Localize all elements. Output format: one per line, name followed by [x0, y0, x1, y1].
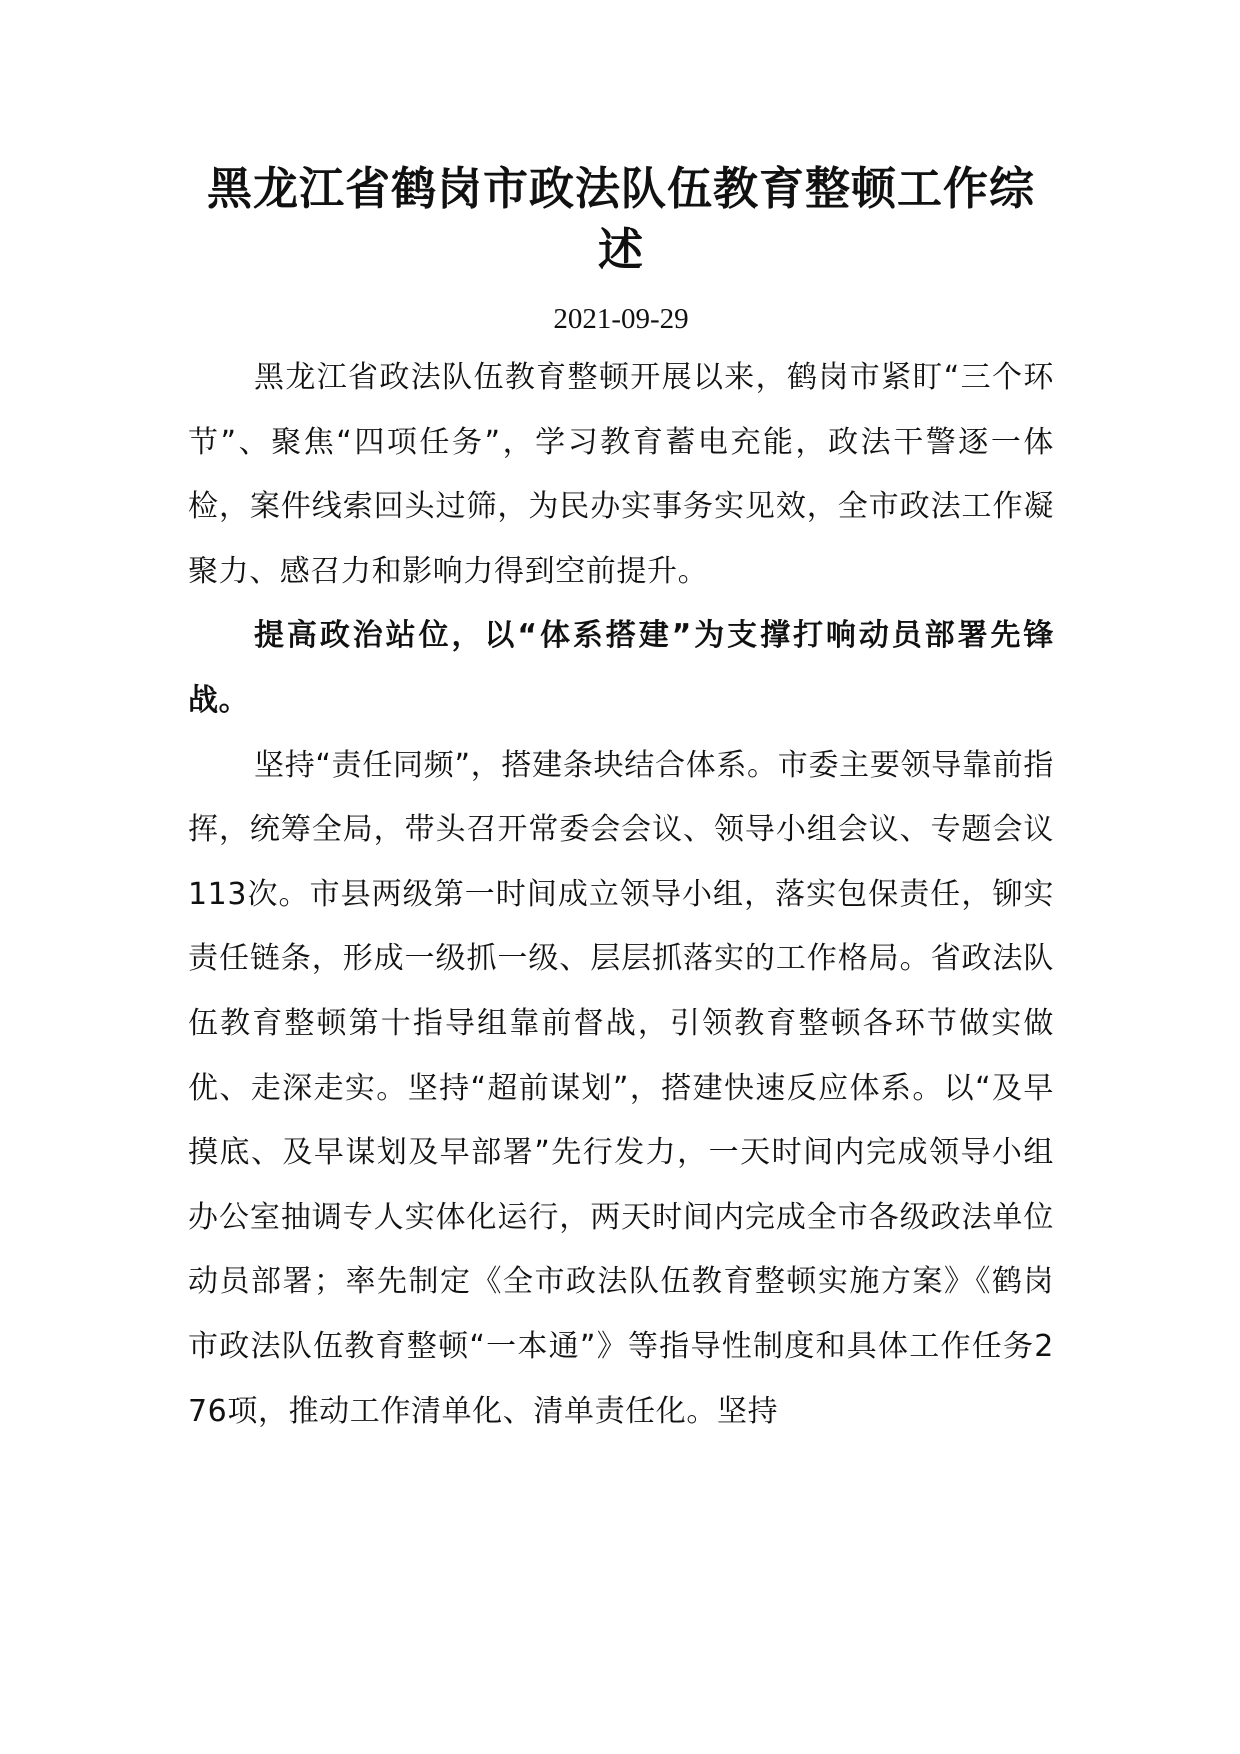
article-date: 2021-09-29 [553, 303, 689, 335]
article-title: 黑龙江省鹤岗市政法队伍教育整顿工作综述 [206, 162, 1035, 276]
section-heading: 提高政治站位，以“体系搭建”为支撑打响动员部署先锋战。 [188, 618, 1054, 718]
body-paragraph: 坚持“责任同频”，搭建条块结合体系。市委主要领导靠前指挥，统筹全局，带头召开常委会会议、领导小组会议、专题会议113次。市县两级第一时间成立领导小组，落实包保责任，铆实责任链条，形成一级抓一级、层层抓落实的工作格局。省政法队伍教育整顿第十指导组靠前督战，引领教育整顿各环节做实做优、走深走实。坚持“超前谋划”，搭建快速反应体系。以“及早摸底、及早谋划及早部署”先行发力，一天时间内完成领导小组办公室抽调专人实体化运行，两天时间内完成全市各级政法单位动员部署；率先制定《全市政法队伍教育整顿实施方案》《鹤岗市政法队伍教育整顿“一本通”》等指导性制度和具体工作任务276项，推动工作清单化、清单责任化。坚持 [188, 747, 1054, 1429]
intro-paragraph: 黑龙江省政法队伍教育整顿开展以来，鹤岗市紧盯“三个环节”、聚焦“四项任务”，学习教育蓄电充能，政法干警逐一体检，案件线索回头过筛，为民办实事务实见效，全市政法工作凝聚力、感召力和影响力得到空前提升。 [188, 360, 1054, 589]
document-page [188, 158, 1054, 1738]
